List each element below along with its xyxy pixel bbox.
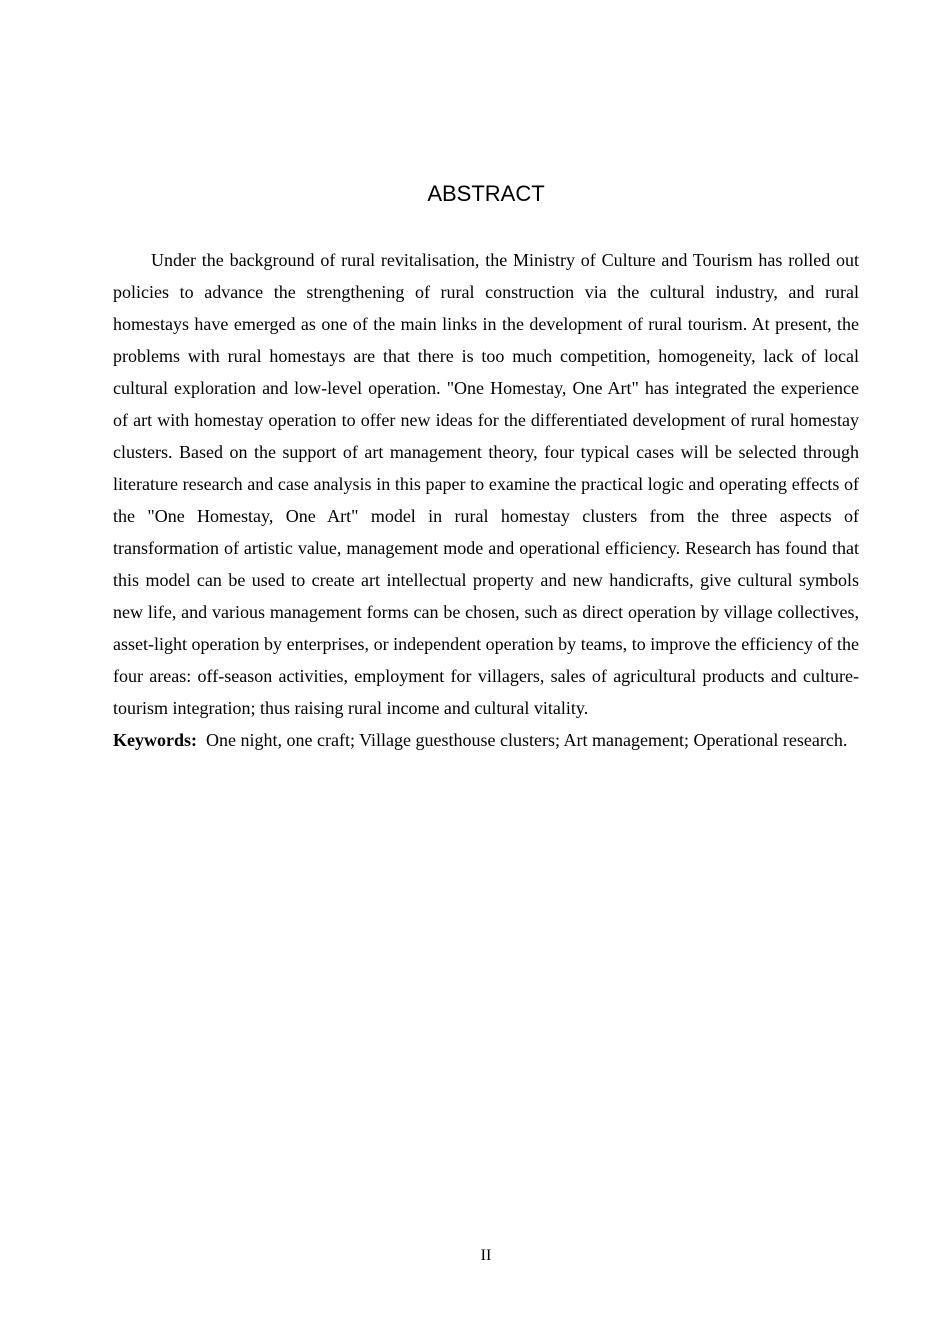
keywords-paragraph bbox=[113, 724, 859, 756]
keywords-label: Keywords: bbox=[113, 730, 197, 750]
abstract-title: ABSTRACT bbox=[427, 181, 545, 206]
page-number: II bbox=[480, 1247, 492, 1264]
abstract-body bbox=[113, 244, 859, 756]
keywords-text: One night, one craft; Village guesthouse clusters; Art management; Operational research. bbox=[206, 730, 848, 750]
abstract-paragraph: Under the background of rural revitalisation, the Ministry of Culture and Tourism has rolled out policies to advance the strengthening of rural construction via the cultural industry, and rural homestays have emerged as one of the main links in the development of rural tourism. At present, the problems with rural homestays are that there is too much competition, homogeneity, lack of local cultural exploration and low-level operation. "One Homestay, One Art" has integrated the experience of art with homestay operation to offer new ideas for the differentiated development of rural homestay clusters. Based on the support of art management theory, four typical cases will be selected through literature research and case analysis in this paper to examine the practical logic and operating effects of the "One Homestay, One Art" model in rural homestay clusters from the three aspects of transformation of artistic value, management mode and operational efficiency. Research has found that this model can be used to create art intellectual property and new handicrafts, give cultural symbols new life, and various management forms can be chosen, such as direct operation by village collectives, asset-light operation by enterprises, or independent operation by teams, to improve the efficiency of the four areas: off-season activities, employment for villagers, sales of agricultural products and culture-tourism integration; thus raising rural income and cultural vitality. bbox=[113, 250, 859, 718]
